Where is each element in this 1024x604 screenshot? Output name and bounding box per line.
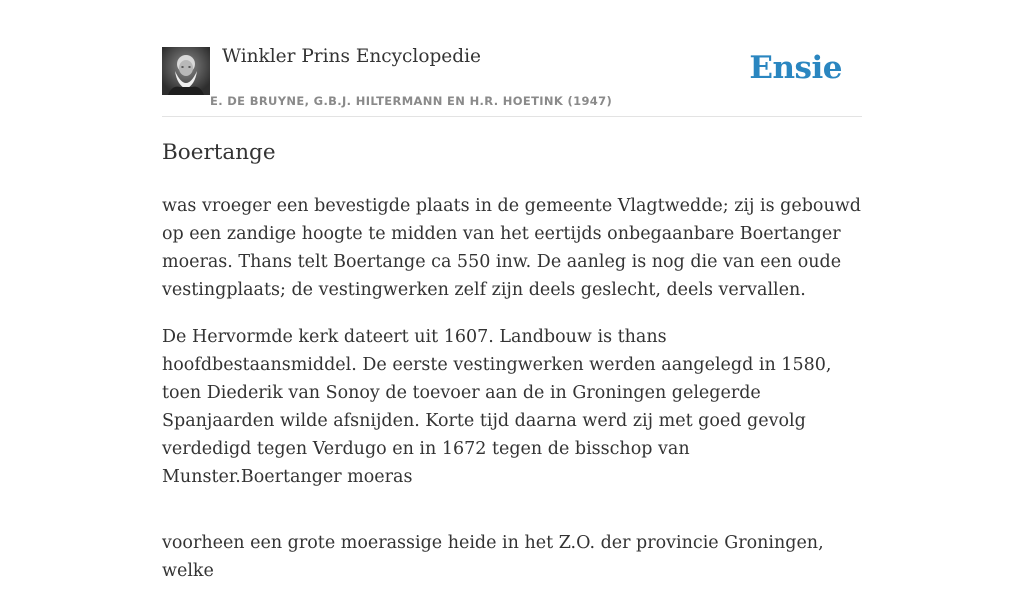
author-avatar[interactable]: [162, 47, 210, 95]
paragraph: voorheen een grote moerassige heide in het Z.O. der provincie Groningen, welke: [162, 533, 824, 581]
paragraph: was vroeger een bevestigde plaats in de gemeente Vlagtwedde; zij is gebouwd op een zandige hoogte te midden van het eertijds onbegaanbare Boertanger moeras. Thans telt Boertange ca 550 inw. De aanleg is nog die van een oude vestingplaats; de vestingwerken zelf zijn deels geslecht, deels vervallen.: [162, 196, 861, 300]
article-title: Boertange: [162, 140, 276, 165]
header: [162, 0, 862, 117]
ensie-logo-link[interactable]: Ensie: [749, 50, 842, 86]
authors-line: E. DE BRUYNE, G.B.J. HILTERMANN EN H.R. HOETINK (1947): [210, 94, 613, 108]
author-portrait-icon: [162, 47, 210, 95]
page: [162, 0, 862, 581]
encyclopedia-title[interactable]: Winkler Prins Encyclopedie: [222, 46, 481, 67]
paragraph: De Hervormde kerk dateert uit 1607. Landbouw is thans hoofdbestaansmiddel. De eerste vestingwerken werden aangelegd in 1580, toen Diederik van Sonoy de toevoer aan de in Groningen gelegerde Spanjaarden wilde afsnijden. Korte tijd daarna werd zij met goed gevolg verdedigd tegen Verdugo en in 1672 tegen de bisschop van Munster.Boertanger moeras: [162, 327, 832, 487]
article-body: [162, 192, 862, 604]
